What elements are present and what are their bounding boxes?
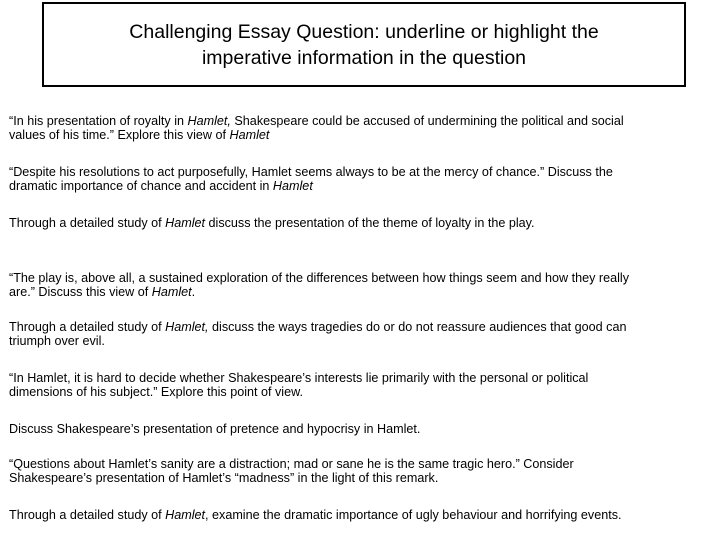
question-6: “In Hamlet, it is hard to decide whether Shakespeare’s interests lie primarily with the personal or political dimensions of his subject.” Explore this point of view. — [9, 371, 589, 399]
question-9 — [9, 508, 709, 522]
question-4-text-cont: . — [191, 285, 196, 299]
question-3-text-cont: discuss the presentation of the theme of loyalty in the play. — [205, 216, 535, 230]
question-8: “Questions about Hamlet’s sanity are a distraction; mad or sane he is the same tragic hero.” Consider Shakespeare’s presentation of Hamlet’s “madness” in the light of this remark. — [9, 457, 574, 485]
question-9-play-title: Hamlet — [165, 508, 206, 522]
question-1-text-cont: Shakespeare could be accused of undermining the political and social values of his time.” Explore this view of — [9, 114, 624, 142]
question-4-text: “The play is, above all, a sustained exploration of the differences between how things seem and how they really are.” Discuss this view of — [9, 271, 630, 299]
question-3-text: Through a detailed study of — [9, 216, 166, 230]
question-5 — [9, 320, 709, 348]
question-3-play-title: Hamlet — [165, 216, 206, 230]
question-2-play-title: Hamlet — [272, 179, 313, 193]
question-1-play-title: Hamlet, — [187, 114, 231, 128]
question-1 — [9, 114, 709, 142]
question-9-text-cont: , examine the dramatic importance of ugly behaviour and horrifying events. — [205, 508, 622, 522]
question-4 — [9, 271, 709, 299]
question-3 — [9, 216, 709, 230]
question-5-play-title: Hamlet, — [165, 320, 209, 334]
question-5-text-cont: discuss the ways tragedies do or do not reassure audiences that good can triumph over evil. — [9, 320, 627, 348]
question-2-text: “Despite his resolutions to act purposefully, Hamlet seems always to be at the mercy of chance.” Discuss the dramatic importance of chance and accident in — [9, 165, 613, 193]
question-1-text: “In his presentation of royalty in — [9, 114, 188, 128]
question-5-text: Through a detailed study of — [9, 320, 166, 334]
question-4-play-title: Hamlet — [151, 285, 192, 299]
title-box — [42, 2, 686, 87]
question-2 — [9, 165, 709, 193]
question-7: Discuss Shakespeare’s presentation of pretence and hypocrisy in Hamlet. — [9, 422, 421, 436]
question-9-text: Through a detailed study of — [9, 508, 166, 522]
slide-title: Challenging Essay Question: underline or highlight the imperative information in the question — [129, 20, 599, 69]
question-1-play-title-end: Hamlet — [229, 128, 270, 142]
